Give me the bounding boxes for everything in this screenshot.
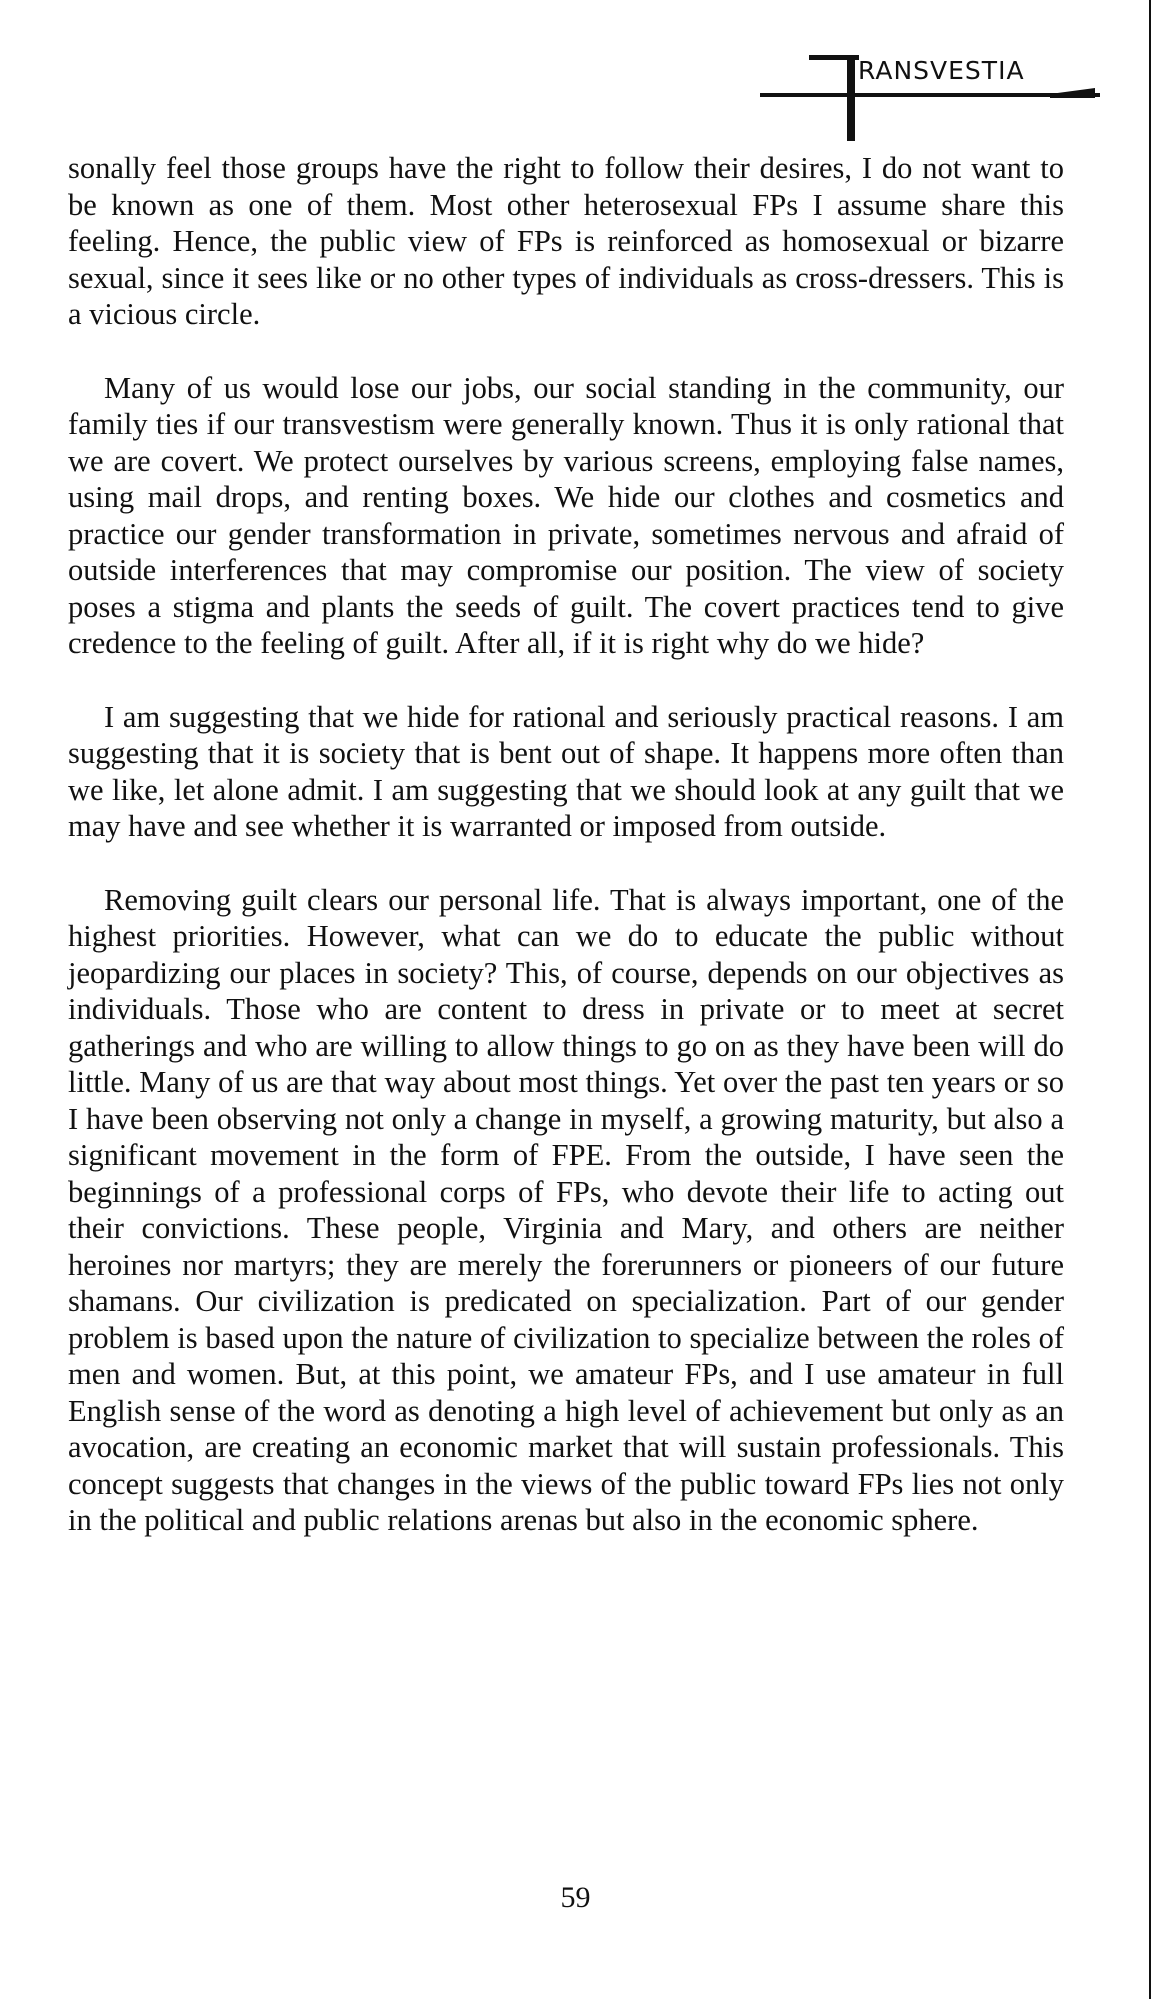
article-body: [68, 150, 1064, 1576]
paragraph-1: sonally feel those groups have the right to follow their desires, I do not want to be known as one of them. Most other heterosexual FPs I assume share this feeling. Hence, the public view of FPs is reinforced as homosexual or bizarre sexual, since it sees like or no other types of individuals as cross-dressers. This is a vicious circle.: [68, 151, 1064, 331]
paragraph-2: Many of us would lose our jobs, our social standing in the community, our family ties if our transvestism were generally known. Thus it is only rational that we are covert. We protect ourselves by various screens, employing false names, using mail drops, and renting boxes. We hide our clothes and cosmetics and practice our gender transformation in private, sometimes nervous and afraid of outside interferences that may compromise our position. The view of society poses a stigma and plants the seeds of guilt. The covert practices tend to give credence to the feeling of guilt. After all, if it is right why do we hide?: [68, 370, 1064, 660]
masthead-rule: [760, 93, 1100, 97]
paragraph-4: Removing guilt clears our personal life. That is always important, one of the highest priorities. However, what can we do to educate the public without jeopardizing our places in society? This, of course, depends on our objectives as individuals. Those who are content to dress in private or to meet at secret gatherings and who are willing to allow things to go on as they have been will do little. Many of us are that way about most things. Yet over the past ten years or so I have been observing not only a change in myself, a growing maturity, but also a significant movement in the form of FPE. From the outside, I have seen the beginnings of a professional corps of FPs, who devote their life to acting out their convictions. These people, Virginia and Mary, and others are neither heroines nor martyrs; they are merely the forerunners or pioneers of our future shamans. Our civilization is predicated on specialization. Part of our gender problem is based upon the nature of civilization to specialize between the roles of men and women. But, at this point, we amateur FPs, and I use amateur in full English sense of the word as denoting a high level of achievement but only as an avocation, are creating an economic market that will sustain professionals. This concept suggests that changes in the views of the public toward FPs lies not only in the political and public relations arenas but also in the economic sphere.: [68, 882, 1064, 1537]
page-number: 59: [560, 1881, 591, 1914]
masthead-wordmark: RANSVESTIA: [858, 56, 1025, 85]
masthead-initial-stem: [847, 55, 855, 141]
paragraph-3: I am suggesting that we hide for rational and seriously practical reasons. I am suggesting that it is society that is bent out of shape. It happens more often than we like, let alone admit. I am suggesting that we should look at any guilt that we may have and see whether it is warranted or imposed from outside.: [68, 699, 1064, 843]
masthead-logo: [730, 30, 1100, 120]
